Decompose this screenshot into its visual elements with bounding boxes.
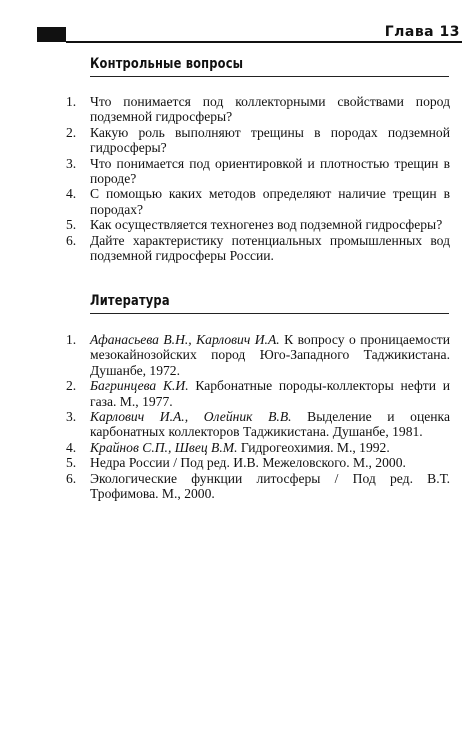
item-number: 1. <box>66 94 77 109</box>
item-number: 6. <box>66 470 77 486</box>
item-number: 1. <box>66 332 77 347</box>
reference-title: Выделение и оценка карбонатных коллекторов Таджикистана. Душанбе, 1981. <box>90 409 450 440</box>
item-number: 2. <box>66 378 77 394</box>
item-number: 4. <box>66 439 77 455</box>
item-number: 3. <box>66 155 77 171</box>
list-item <box>66 440 450 455</box>
item-number: 6. <box>66 232 77 248</box>
chapter-label: Глава 13 <box>384 24 460 40</box>
questions-heading: Контрольные вопросы <box>90 56 244 72</box>
reference-authors: Багринцева К.И. <box>90 378 189 394</box>
literature-list <box>66 332 450 501</box>
question-text: Какую роль выполняют трещины в породах подземной гидросферы? <box>90 124 450 156</box>
list-item <box>66 217 450 232</box>
question-text: Дайте характеристику потенциальных промышленных вод подземной гидросферы России. <box>90 232 450 264</box>
reference-authors: Крайнов С.П., Швец В.М. <box>90 439 238 455</box>
reference-text <box>90 409 450 440</box>
running-header <box>37 24 462 44</box>
list-item <box>66 409 450 440</box>
item-number: 5. <box>66 455 77 471</box>
list-item <box>66 125 450 156</box>
header-rule <box>66 41 462 43</box>
question-text: Что понимается под ориентировкой и плотностью трещин в породе? <box>90 155 450 187</box>
reference-title: Недра России / Под ред. И.В. Межеловского. М., 2000. <box>90 455 406 471</box>
questions-heading-rule <box>90 76 449 77</box>
list-item <box>66 332 450 378</box>
item-number: 5. <box>66 217 77 233</box>
reference-title: Гидрогеохимия. М., 1992. <box>237 439 390 455</box>
reference-title: Экологические функции литосферы / Под ред. В.Т. Трофимова. М., 2000. <box>90 470 450 502</box>
reference-title: Карбонатные породы-коллекторы нефти и газа. М., 1977. <box>90 378 450 409</box>
list-item <box>66 233 450 264</box>
reference-text <box>90 471 450 502</box>
question-text: С помощью каких методов определяют наличие трещин в породах? <box>90 186 450 217</box>
question-text: Как осуществляется техногенез вод подземной гидросферы? <box>90 217 443 233</box>
reference-text <box>90 332 450 378</box>
reference-title: К вопросу о проницаемости мезокайнозойских пород Юго-Западного Таджикистана. Душанбе, 1972. <box>90 332 450 378</box>
list-item <box>66 156 450 187</box>
item-number: 3. <box>66 409 77 425</box>
reference-text <box>90 440 450 455</box>
item-number: 4. <box>66 186 77 202</box>
question-text: Что понимается под коллекторными свойствами пород подземной гидросферы? <box>90 94 450 125</box>
header-black-block <box>37 27 66 42</box>
list-item <box>66 471 450 502</box>
list-item <box>66 378 450 409</box>
item-number: 2. <box>66 124 77 140</box>
literature-heading: Литература <box>90 293 170 309</box>
reference-authors: Карлович И.А., Олейник В.В. <box>90 409 292 425</box>
list-item <box>66 455 450 470</box>
list-item <box>66 94 450 125</box>
reference-text <box>90 455 450 470</box>
questions-list <box>66 94 450 263</box>
reference-text <box>90 378 450 409</box>
list-item <box>66 186 450 217</box>
reference-authors: Афанасьева В.Н., Карлович И.А. <box>90 332 280 347</box>
literature-heading-rule <box>90 313 449 314</box>
